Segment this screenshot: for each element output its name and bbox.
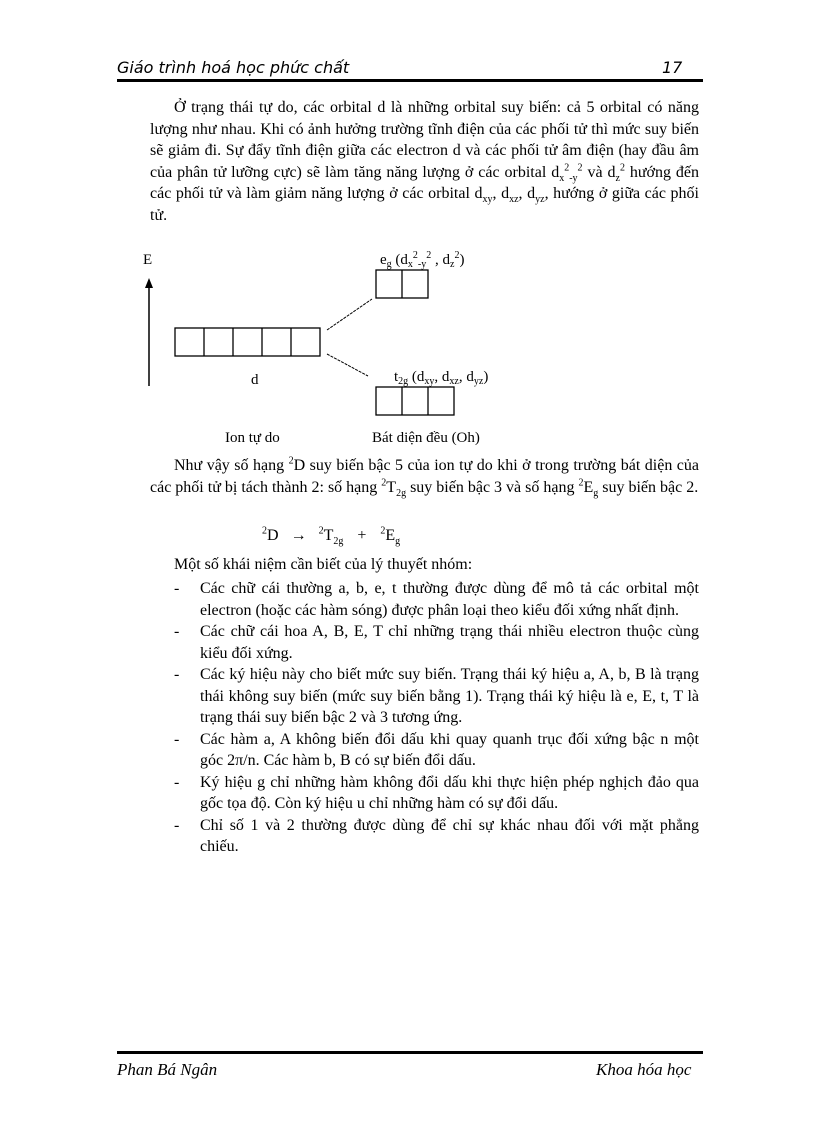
group-theory-intro: Một số khái niệm cần biết của lý thuyết nhóm: (174, 556, 473, 573)
orbital-dxz: $d_{xz}$ (501, 185, 519, 206)
header-title: Giáo trình hoá học phức chất (117, 58, 350, 77)
list-item: - Chỉ số 1 và 2 thường được dùng để chỉ sự khác nhau đối với mặt phẳng chiếu. (174, 816, 699, 855)
eg-orbitals (376, 270, 428, 298)
paragraph-term-splitting: Như vậy số hạng $^2$D suy biến bậc 5 của ion tự do khi ở trong trường bát diện của các phối tử bị tách thành 2: số hạng $^2T_{2g}$ suy biến bậc 3 và số hạng $^2E_g$ suy biến bậc 2. (150, 455, 700, 499)
energy-axis-label: E (143, 252, 153, 268)
orbital-dyz: $d_{yz}$ (527, 185, 545, 206)
term-splitting-formula: $^2D \to ^2T_{2g} + ^2E_g$ (262, 525, 401, 548)
crystal-field-splitting-diagram (140, 244, 700, 449)
list-item: - Ký hiệu g chỉ những hàm không đổi dấu khi thực hiện phép nghịch đảo qua gốc tọa độ. Còn ký hiệu u chỉ những hàm có sự đổi dấu. (174, 773, 699, 812)
orbital-dx2-y2: $d_x^2_{-y}^2$ (551, 162, 583, 184)
page-number: 17 (662, 58, 683, 77)
list-item: - Các hàm a, A không biến đổi dấu khi quay quanh trục đối xứng bậc n một góc 2π/n. Các hàm b, B có sự biến đổi dấu. (174, 730, 699, 769)
orbital-dxy: $d_{xy}$ (474, 185, 493, 206)
paragraph-orbital-degeneracy: Ở trạng thái tự do, các orbital d là những orbital suy biến: cả 5 orbital có năng lượng như nhau. Khi có ảnh hưởng trường tĩnh điện của các phối tử thì mức suy biến sẽ giảm đi. Sự đẩy tĩnh điện giữa các electron d và các phối tử âm điện (hay đầu âm của phân tử lưỡng cực) sẽ làm tăng năng lượng ở các orbital $d_x^2_{-y}^2$ và $d_z^2$ hướng đến các phối tử và làm giảm năng lượng ở các orbital $d_{xy}$, $d_{xz}$, $d_{yz}$, hướng ở giữa các phối tử. (150, 99, 700, 224)
orbital-dz2: $d_z^2$ (607, 162, 625, 184)
group-theory-list (174, 578, 699, 858)
paragraph1-text: Ở trạng thái tự do, các orbital d là những orbital suy biến: cả 5 orbital có năng lượng như nhau. Khi có ảnh hưởng trường tĩnh điện của các phối tử thì mức suy biến sẽ giảm đi. Sự đẩy tĩnh điện giữa các electron d và các phối tử âm điện (hay đầu âm của phân tử lưỡng cực) sẽ làm tăng năng lượng ở các orbital (150, 99, 699, 181)
free-ion-orbital-label: d (251, 372, 259, 388)
t2g-label: $t_{2g}$ ($d_{xy}$, $d_{xz}$, $d_{yz}$) (394, 369, 489, 387)
free-ion-d-orbitals (175, 328, 320, 356)
caption-octahedral: Bát diện đều (Oh) (372, 430, 480, 446)
t2g-orbitals (376, 387, 454, 415)
list-item: - Các ký hiệu này cho biết mức suy biến. Trạng thái ký hiệu a, A, b, B là trạng thái không suy biến (mức suy biến bằng 1). Trạng thái ký hiệu là e, E, t, T là trạng thái suy biến bậc 2 và 3 tương ứng. (174, 666, 699, 726)
eg-label: $e_g$ ($d_x^2_-y^2$ , $d_z^2$) (380, 250, 465, 270)
footer-department: Khoa hóa học (596, 1060, 692, 1079)
split-line-up (327, 299, 372, 330)
list-item: - Các chữ cái thường a, b, e, t thường được dùng để mô tả các orbital một electron (hoặc các hàm sóng) được phân loại theo kiểu đối xứng nhất định. (174, 580, 699, 619)
caption-free-ion: Ion tự do (225, 430, 280, 446)
energy-axis-arrowhead (145, 278, 153, 288)
footer-author: Phan Bá Ngân (117, 1060, 218, 1079)
footer-rule (117, 1051, 703, 1054)
list-item: - Các chữ cái hoa A, B, E, T chỉ những trạng thái nhiều electron thuộc cùng kiểu đối xứng. (174, 623, 699, 662)
split-line-down (327, 354, 368, 376)
header-rule (117, 79, 703, 82)
